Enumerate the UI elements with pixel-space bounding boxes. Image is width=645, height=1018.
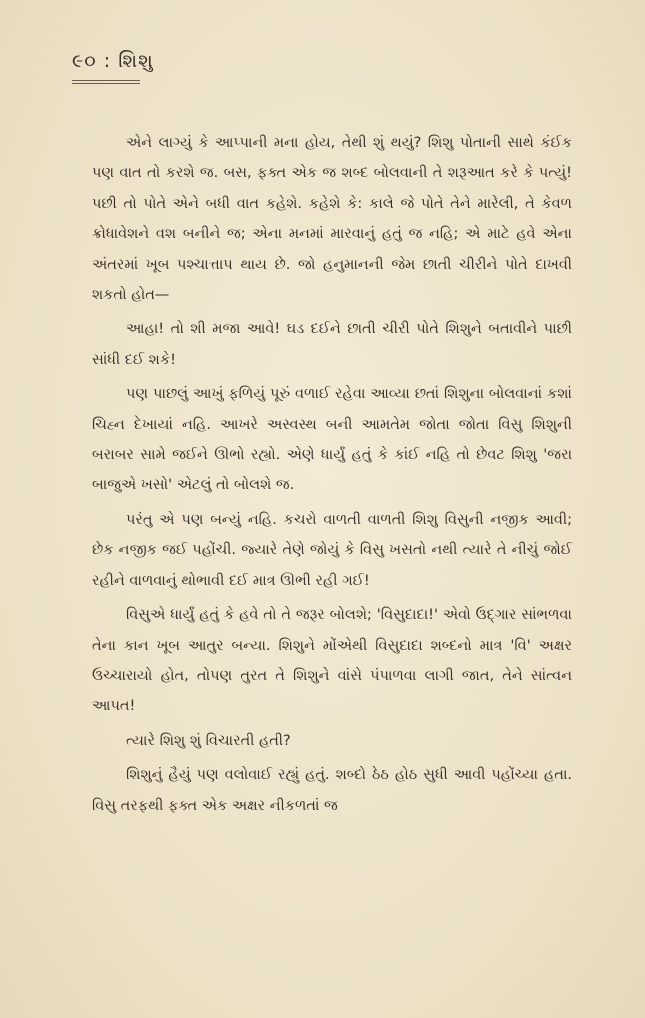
paragraph-1: એને લાગ્યું કે આપ્પાની મના હોય, તેથી શું થયું? શિશુ પોતાની સાથે કંઈક પણ વાત તો કરશે જ. બસ, ફક્ત એક જ શબ્દ બોલવાની તે શરૂઆત કરે કે પત્યું! પછી તો પોતે એને બધી વાત કહેશે. કહેશે કે: કાલે જે પોતે તેને મારેલી, તે કેવળ ક્રોધાવેશને વશ બનીને જ; એના મનમાં મારવાનું હતું જ નહિ; એ માટે હવે એના અંતરમાં ખૂબ પશ્ચાત્તાપ થાય છે. જો હનુમાનની જેમ છાતી ચીરીને પોતે દાખવી શકતો હોત— [92,135,572,304]
paragraph-3: પણ પાછલું આખું ફળિયું પૂરું વળાઈ રહેવા આવ્યા છતાં શિશુના બોલવાનાં કશાં ચિહ્ન દેખાયાં નહિ. આખરે અસ્વસ્થ બની આમતેમ જોતા જોતા વિસુ શિશુની બરાબર સામે જઈને ઊભો રહ્યો. એણે ધાર્યું હતું કે કાંઈ નહિ તો છેવટ શિશુ 'જરા બાજુએ ખસો' એટલું તો બોલશે જ. [92,386,572,494]
running-title: શિશુ [118,50,154,72]
body-text [92,128,572,825]
header-underline-second [72,83,140,84]
paragraph-2: આહા! તો શી મજા આવે! ઘડ દઈને છાતી ચીરી પોતે શિશુને બતાવીને પાછી સાંધી દઈ શકે! [92,321,572,368]
paragraph-6: ત્યારે શિશુ શું વિચારતી હતી? [126,732,291,749]
paragraph-4: પરંતુ એ પણ બન્યું નહિ. કચરો વાળતી વાળતી શિશુ વિસુની નજીક આવી; છેક નજીક જઈ પહોંચી. જ્યારે તેણે જોયું કે વિસુ ખસતો નથી ત્યારે તે નીચું જોઈ રહીને વાળવાનું થોભાવી દઈ માત્ર ઊભી રહી ગઈ! [92,511,572,589]
paragraph-7: શિશુનું હૈયું પણ વલોવાઈ રહ્યું હતું. શબ્દો ઠેઠ હોઠ સુધી આવી પહોંચ્યા હતા. વિસુ તરફથી ફક્ત એક અક્ષર નીકળતાં જ [92,767,572,814]
page-header [72,50,154,72]
header-underline [72,80,140,81]
page-number: ૯૦ [72,50,97,72]
header-separator: : [103,50,112,72]
paragraph-5: વિસુએ ધાર્યું હતું કે હવે તો તે જરૂર બોલશે; 'વિસુદાદા!' એવો ઉદ્ગાર સાંભળવા તેના કાન ખૂબ આતુર બન્યા. શિશુને મોંએથી વિસુદાદા શબ્દનો માત્ર 'વિ' અક્ષર ઉચ્ચારાયો હોત, તોપણ તુરત તે શિશુને વાંસે પંપાળવા લાગી જાત, તેને સાંત્વન આપત! [92,607,572,715]
